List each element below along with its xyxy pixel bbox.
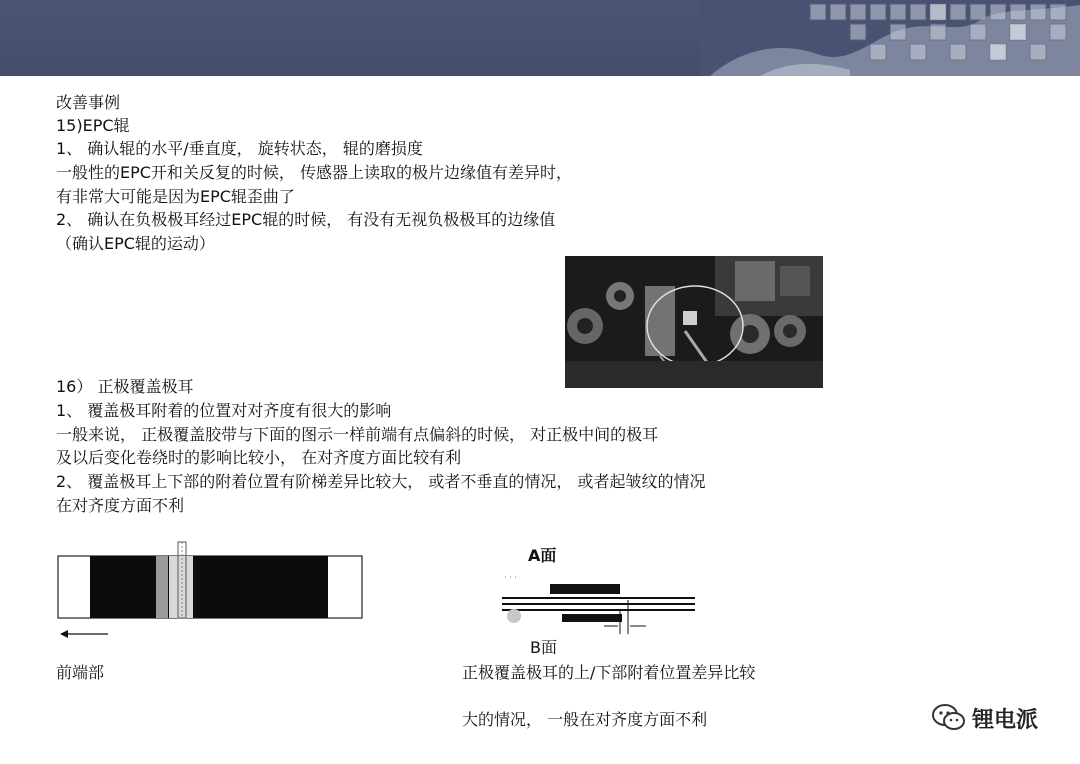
header-banner (0, 0, 1080, 76)
section-16-paragraph-2: 及以后变化卷绕时的影响比较小， 在对齐度方面比较有利 (56, 448, 462, 467)
section-15-item-2: 2、 确认在负极极耳经过EPC辊的时候， 有没有无视负极极耳的边缘值 (56, 210, 556, 229)
watermark (932, 700, 1038, 736)
right-caption-line-1: 正极覆盖极耳的上/下部附着位置差异比较 (462, 663, 756, 682)
electrode-tab-cover-diagram (56, 540, 366, 640)
section-15-item-1: 1、 确认辊的水平/垂直度， 旋转状态， 辊的磨损度 (56, 139, 423, 158)
epc-roller-photo (565, 256, 823, 388)
section-15-paragraph-2: 有非常大可能是因为EPC辊歪曲了 (56, 187, 295, 206)
section-15-note: （确认EPC辊的运动） (56, 234, 215, 253)
b-face-label: B面 (530, 638, 557, 657)
section-15-title: 15)EPC辊 (56, 116, 130, 135)
section-16-title: 16） 正极覆盖极耳 (56, 377, 194, 396)
watermark-text: 锂电派 (972, 707, 1039, 733)
world-map-grid-decoration (700, 0, 1080, 76)
heading-improvement-cases: 改善事例 (56, 93, 121, 112)
left-diagram-caption: 前端部 (56, 663, 105, 682)
section-16-item-1: 1、 覆盖极耳附着的位置对对齐度有很大的影响 (56, 401, 392, 420)
section-15-paragraph-1: 一般性的EPC开和关反复的时候， 传感器上读取的极片边缘值有差异时， (56, 163, 573, 182)
section-16-item-2: 2、 覆盖极耳上下部的附着位置有阶梯差异比较大， 或者不垂直的情况， 或者起皱纹的情况 (56, 472, 706, 491)
section-16-paragraph-1: 一般来说， 正极覆盖胶带与下面的图示一样前端有点偏斜的时候， 对正极中间的极耳 (56, 425, 659, 444)
svg-text:· · ·: · · · (504, 573, 517, 582)
wechat-icon (932, 703, 966, 733)
section-16-paragraph-3: 在对齐度方面不利 (56, 496, 185, 515)
right-caption-line-2: 大的情况， 一般在对齐度方面不利 (462, 710, 708, 729)
a-face-label: A面 (528, 546, 557, 565)
